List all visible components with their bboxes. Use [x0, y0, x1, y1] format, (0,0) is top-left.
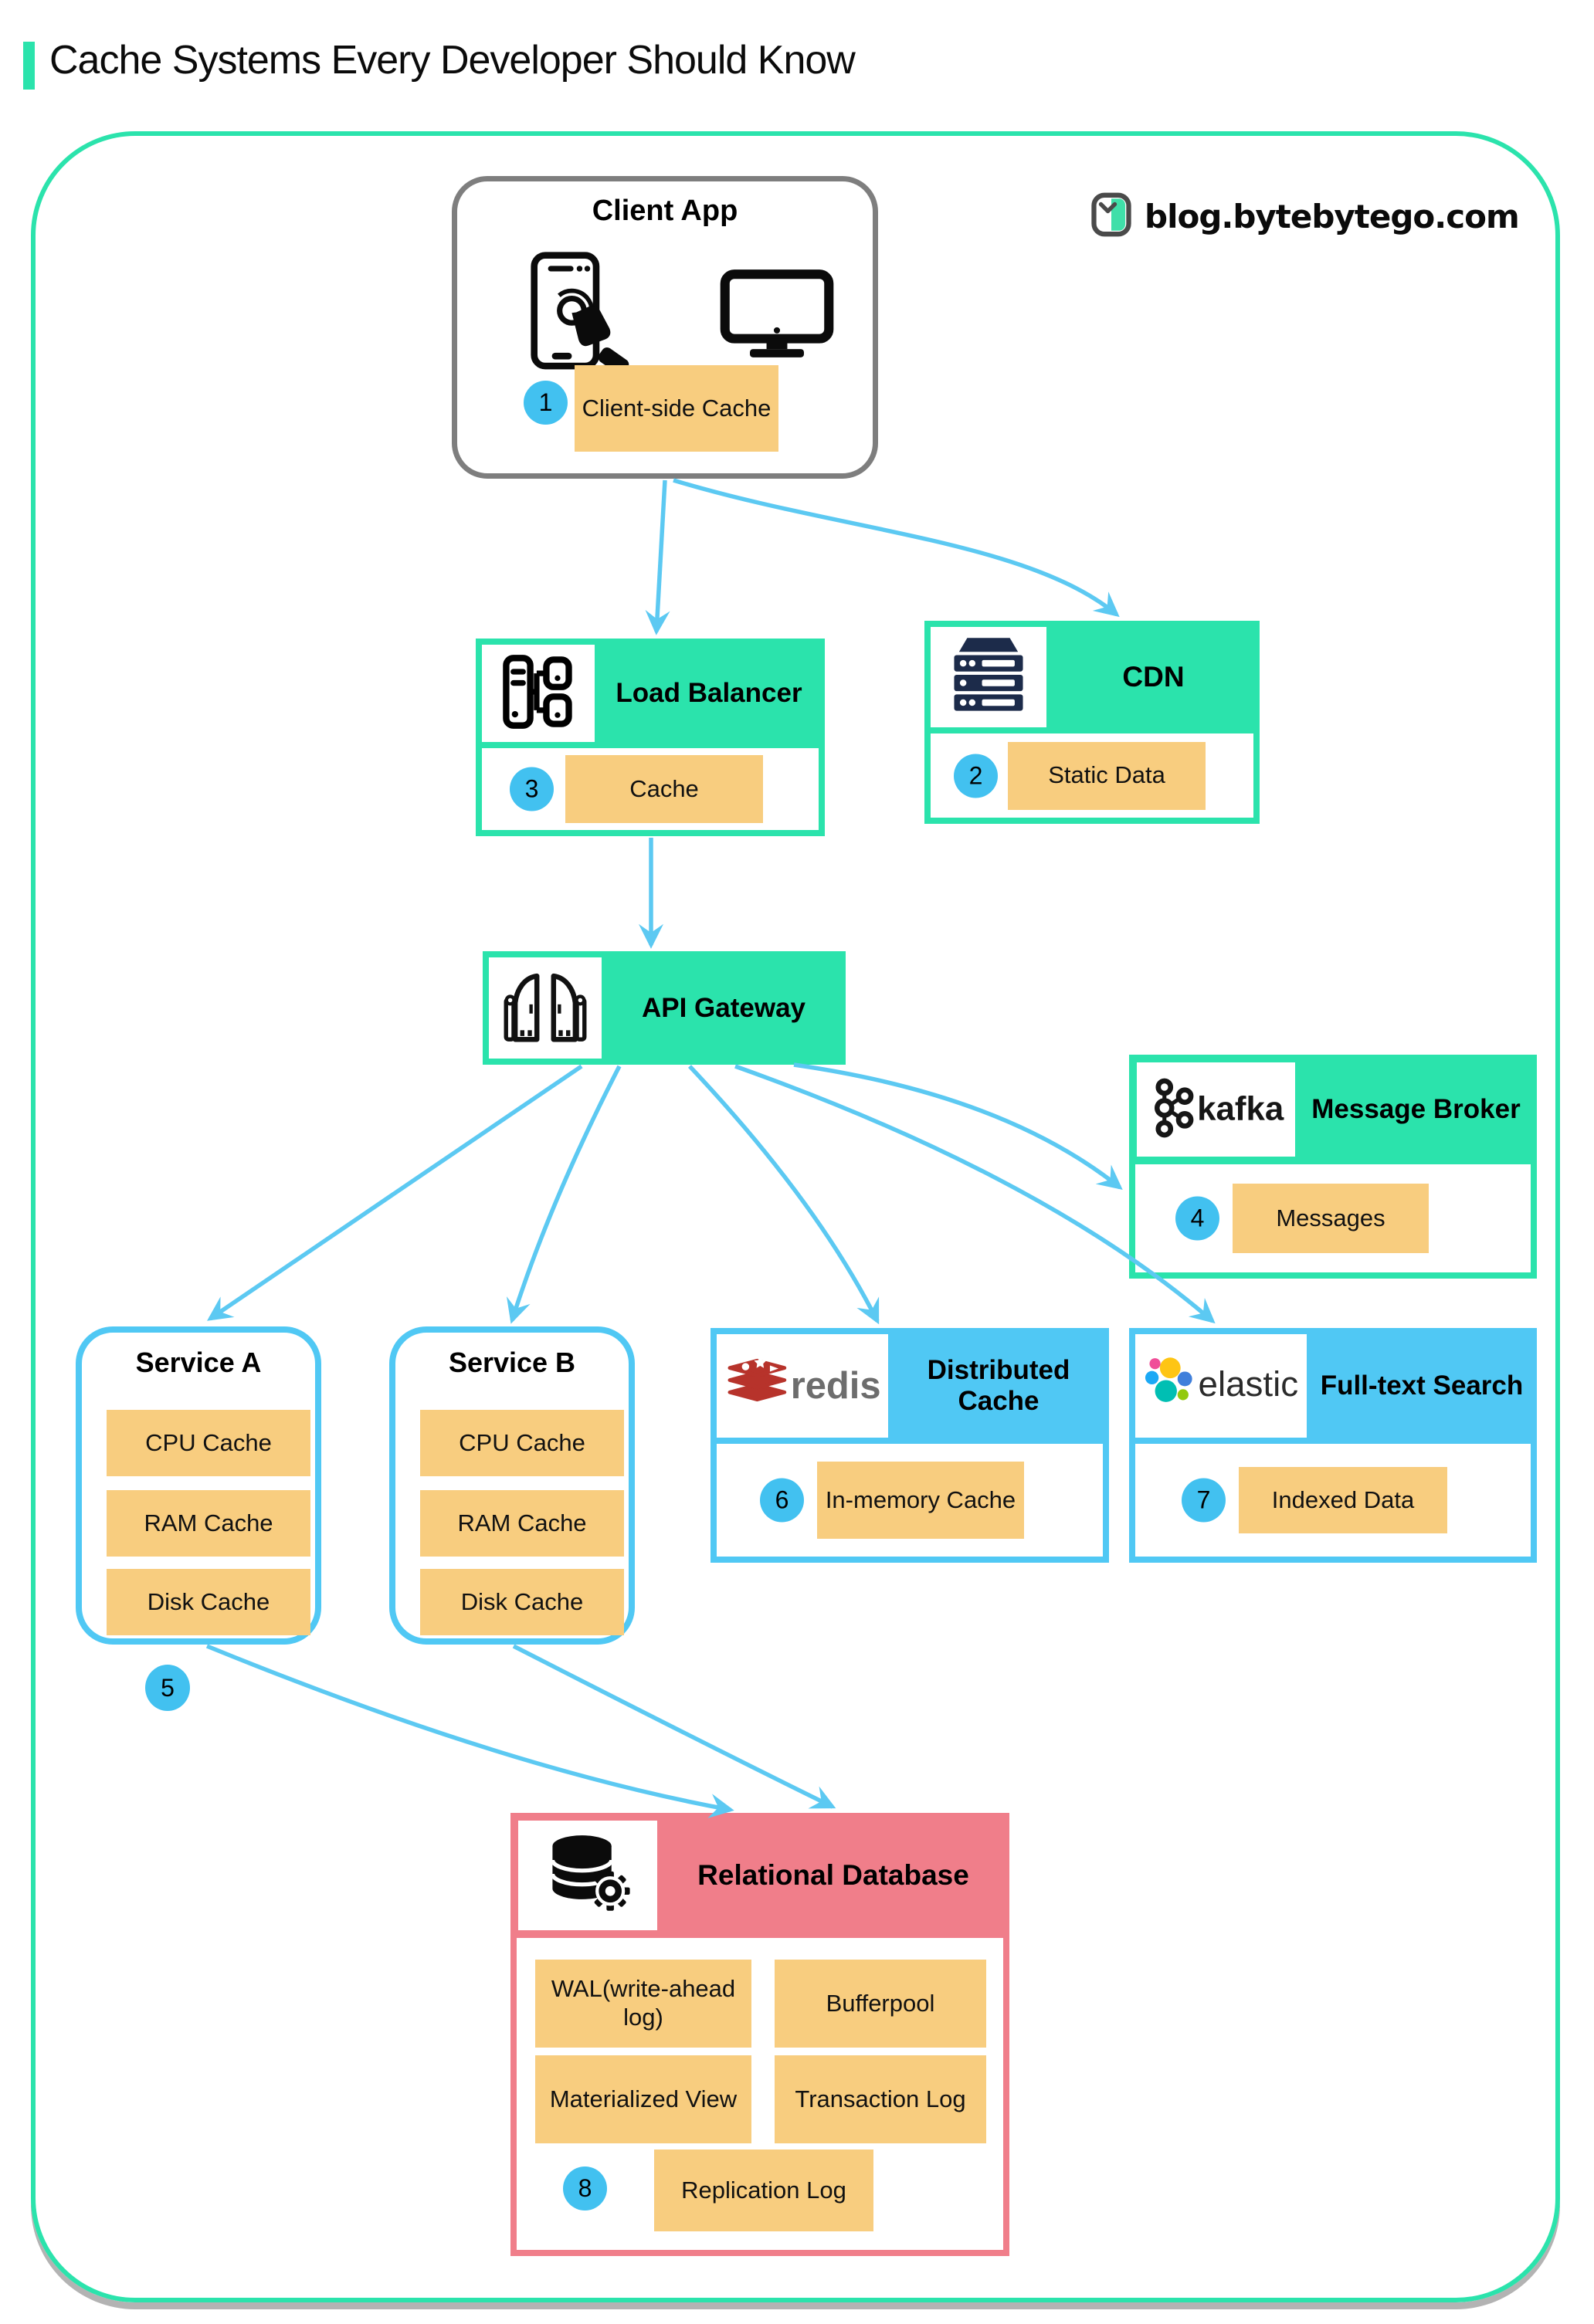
indexed-data-label: Indexed Data	[1239, 1467, 1447, 1533]
step-badge-3: 3	[510, 767, 554, 811]
database-gear-icon	[542, 1833, 633, 1919]
load-balancer-iconbox	[482, 645, 595, 742]
cdn-static-data-label: Static Data	[1008, 742, 1206, 810]
in-memory-cache-label: In-memory Cache	[817, 1462, 1024, 1539]
elastic-logo-box	[1135, 1334, 1307, 1438]
kafka-wordmark: kafka	[1196, 1089, 1284, 1127]
api-gateway-title: API Gateway	[641, 992, 806, 1023]
service-a-ram-cache: RAM Cache	[107, 1490, 310, 1557]
fulltext-search-node	[1129, 1328, 1537, 1563]
relational-database-node	[510, 1813, 1009, 2256]
step-badge-5: 5	[145, 1665, 190, 1711]
monitor-icon	[720, 263, 834, 369]
distributed-cache-node	[711, 1328, 1109, 1563]
step-badge-8: 8	[563, 2166, 607, 2211]
service-b-title: Service B	[448, 1347, 576, 1378]
load-balancer-cache-label: Cache	[565, 755, 763, 823]
message-broker-title: Message Broker	[1311, 1093, 1521, 1124]
step-badge-1: 1	[524, 381, 568, 425]
client-side-cache-label: Client-side Cache	[575, 365, 778, 452]
messages-label: Messages	[1233, 1184, 1429, 1253]
page-title: Cache Systems Every Developer Should Know	[49, 38, 855, 83]
step-badge-4: 4	[1175, 1197, 1219, 1241]
elastic-wordmark: elastic	[1198, 1364, 1298, 1404]
message-broker-node	[1129, 1055, 1537, 1279]
kafka-logo-box	[1137, 1062, 1295, 1157]
redis-wordmark: redis	[790, 1364, 881, 1407]
api-gateway-node	[483, 951, 846, 1065]
title-accent-bar	[23, 42, 35, 90]
service-a-cpu-cache: CPU Cache	[107, 1410, 310, 1476]
load-balancer-node	[476, 639, 825, 836]
watermark-text: blog.bytebytego.com	[1145, 198, 1519, 235]
step-badge-2: 2	[954, 754, 998, 798]
fulltext-search-title: Full-text Search	[1320, 1370, 1524, 1401]
step-badge-6: 6	[760, 1479, 804, 1523]
fulltext-search-panel	[1135, 1444, 1531, 1557]
service-b-cpu-cache: CPU Cache	[420, 1410, 624, 1476]
cdn-iconbox	[931, 627, 1046, 727]
bufferpool-label: Bufferpool	[775, 1960, 986, 2048]
distributed-cache-panel	[717, 1444, 1103, 1557]
service-a-title: Service A	[135, 1347, 262, 1378]
step-badge-7: 7	[1182, 1479, 1226, 1523]
transaction-log-label: Transaction Log	[775, 2055, 986, 2143]
replication-log-label: Replication Log	[654, 2150, 873, 2231]
redis-logo-icon	[724, 1350, 882, 1423]
cdn-server-stack-icon	[948, 635, 1029, 720]
watermark	[1090, 191, 1519, 242]
gateway-gates-icon	[499, 964, 592, 1052]
service-b-disk-cache: Disk Cache	[420, 1569, 624, 1635]
bytebytego-logo-icon	[1090, 191, 1132, 242]
service-a-disk-cache: Disk Cache	[107, 1569, 310, 1635]
message-broker-cache-panel	[1135, 1164, 1531, 1272]
elastic-logo-icon	[1142, 1350, 1301, 1423]
client-app-title: Client App	[592, 194, 738, 227]
load-balancer-title: Load Balancer	[616, 678, 802, 708]
database-iconbox	[518, 1821, 657, 1930]
cdn-node	[924, 621, 1260, 824]
cdn-title: CDN	[1122, 661, 1185, 693]
client-app-node	[452, 176, 878, 479]
cdn-cache-panel	[931, 733, 1253, 818]
api-gateway-iconbox	[489, 957, 602, 1059]
distributed-cache-title: Distributed Cache	[927, 1354, 1070, 1416]
redis-logo-box	[717, 1334, 888, 1438]
service-a-node	[76, 1326, 321, 1645]
materialized-view-label: Materialized View	[535, 2055, 751, 2143]
load-balancer-cache-panel	[482, 748, 819, 830]
relational-database-panel	[517, 1938, 1003, 2250]
relational-database-title: Relational Database	[697, 1859, 969, 1891]
wal-label: WAL(write-ahead log)	[535, 1960, 751, 2048]
service-b-node	[389, 1326, 635, 1645]
kafka-logo-icon	[1143, 1072, 1290, 1147]
gear	[591, 1871, 630, 1910]
load-balancer-icon	[498, 652, 578, 736]
service-b-ram-cache: RAM Cache	[420, 1490, 624, 1557]
